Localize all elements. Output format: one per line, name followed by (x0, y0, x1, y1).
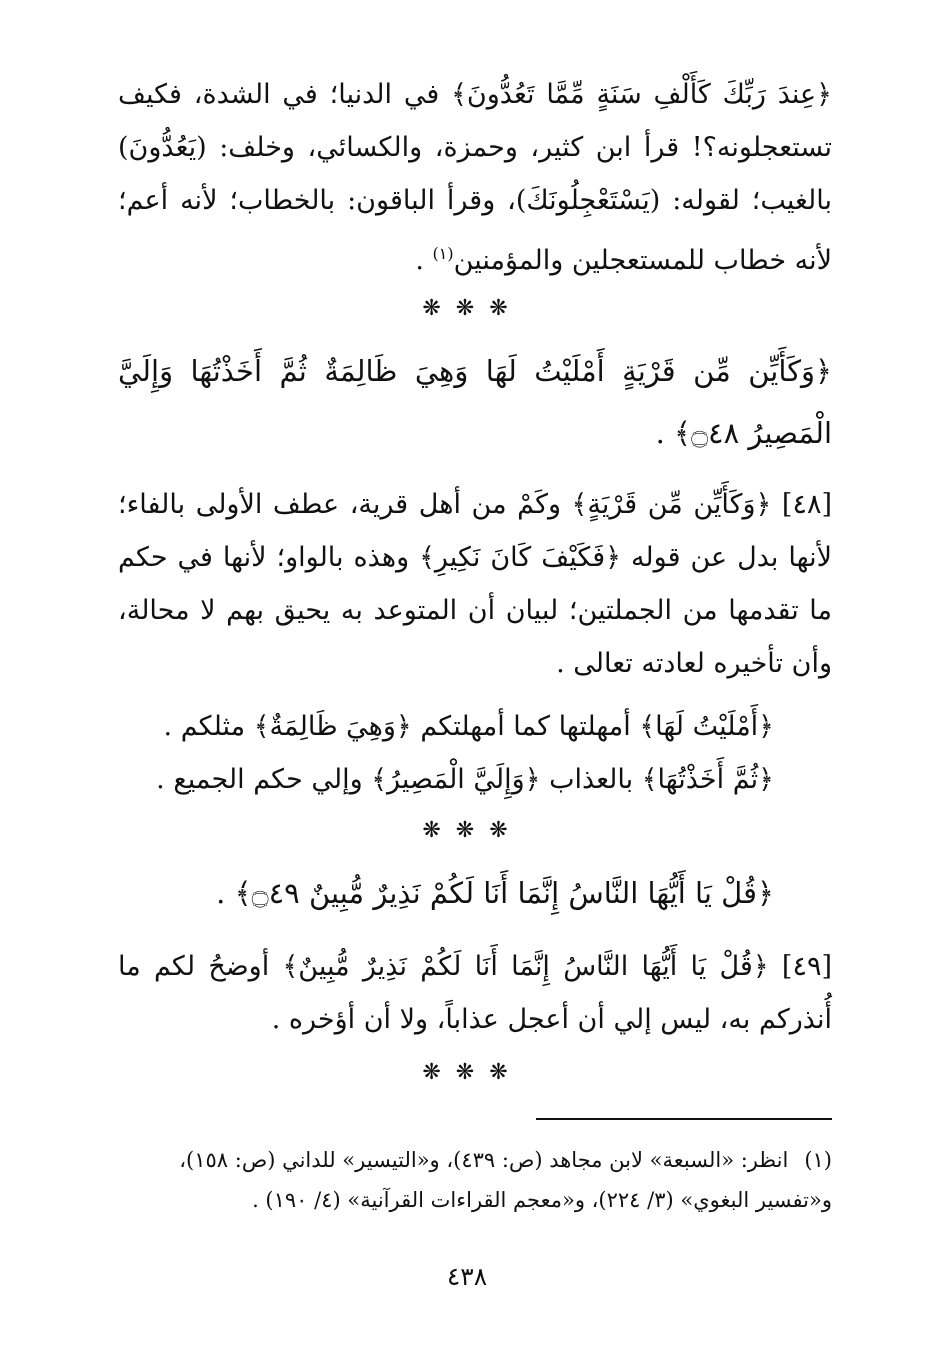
footnote-divider (536, 1118, 832, 1120)
paragraph-verse-47-commentary (118, 68, 832, 287)
commentary-verse-48: [٤٨] ﴿وَكَأَيِّن مِّن قَرْيَةٍ﴾ وكَمْ من أهل قرية، عطف الأولى بالفاء؛ لأنها بدل عن قوله ﴿فَكَيْفَ كَانَ نَكِيرِ﴾ وهذه بالواو؛ لأنها في حكم ما تقدمها من الجملتين؛ لبيان أن المتوعد به يحيق بهم لا محالة، وأن تأخيره لعادته تعالى . (118, 489, 832, 679)
paragraph-end: . (415, 245, 433, 276)
commentary-verse-49: [٤٩] ﴿قُلْ يَا أَيُّهَا النَّاسُ إِنَّمَا أَنَا لَكُمْ نَذِيرٌ مُّبِينٌ﴾ أوضحُ لكم ما أُنذركم به، ليس إلي أن أعجل عذاباً، ولا أن أؤخره . (118, 951, 832, 1035)
page-number: ٤٣٨ (446, 1262, 488, 1291)
footnote-marker: (١) (432, 244, 454, 263)
paragraph-text: ﴿عِندَ رَبِّكَ كَأَلْفِ سَنَةٍ مِّمَّا تَعُدُّونَ﴾ في الدنيا؛ في الشدة، فكيف تستعجلونه؟! قرأ ابن كثير، وحمزة، والكسائي، وخلف: (يَعُدُّونَ) بالغيب؛ لقوله: (يَسْتَعْجِلُونَكَ)، وقرأ الباقون: بالخطاب؛ لأنه أعم؛ لأنه خطاب للمستعجلين والمؤمنين (118, 79, 832, 276)
section-separator: ❋ ❋ ❋ (422, 296, 512, 321)
footnote-text: انظر: «السبعة» لابن مجاهد (ص: ٤٣٩)، و«التيسير» للداني (ص: ١٥٨)، و«تفسير البغوي» (٣/ ٢٢٤)، و«معجم القراءات القرآنية» (٤/ ١٩٠) . (179, 1148, 832, 1212)
gloss-line-1: ﴿أَمْلَيْتُ لَهَا﴾ أمهلتها كما أمهلتكم ﴿وَهِيَ ظَالِمَةٌ﴾ مثلكم . (163, 711, 774, 742)
section-separator: ❋ ❋ ❋ (422, 818, 512, 843)
section-separator: ❋ ❋ ❋ (422, 1060, 512, 1085)
footnote-number: (١) (804, 1148, 832, 1172)
footnote (118, 1140, 832, 1220)
quran-verse-48: ﴿وَكَأَيِّن مِّن قَرْيَةٍ أَمْلَيْتُ لَهَا وَهِيَ ظَالِمَةٌ ثُمَّ أَخَذْتُهَا وَإِلَيَّ الْمَصِيرُ ۝٤٨﴾ . (118, 354, 832, 450)
gloss-line-2: ﴿ثُمَّ أَخَذْتُهَا﴾ بالعذاب ﴿وَإِلَيَّ الْمَصِيرُ﴾ وإلي حكم الجميع . (156, 764, 774, 795)
quran-verse-49: ﴿قُلْ يَا أَيُّهَا النَّاسُ إِنَّمَا أَنَا لَكُمْ نَذِيرٌ مُّبِينٌ ۝٤٩﴾ . (216, 876, 774, 910)
